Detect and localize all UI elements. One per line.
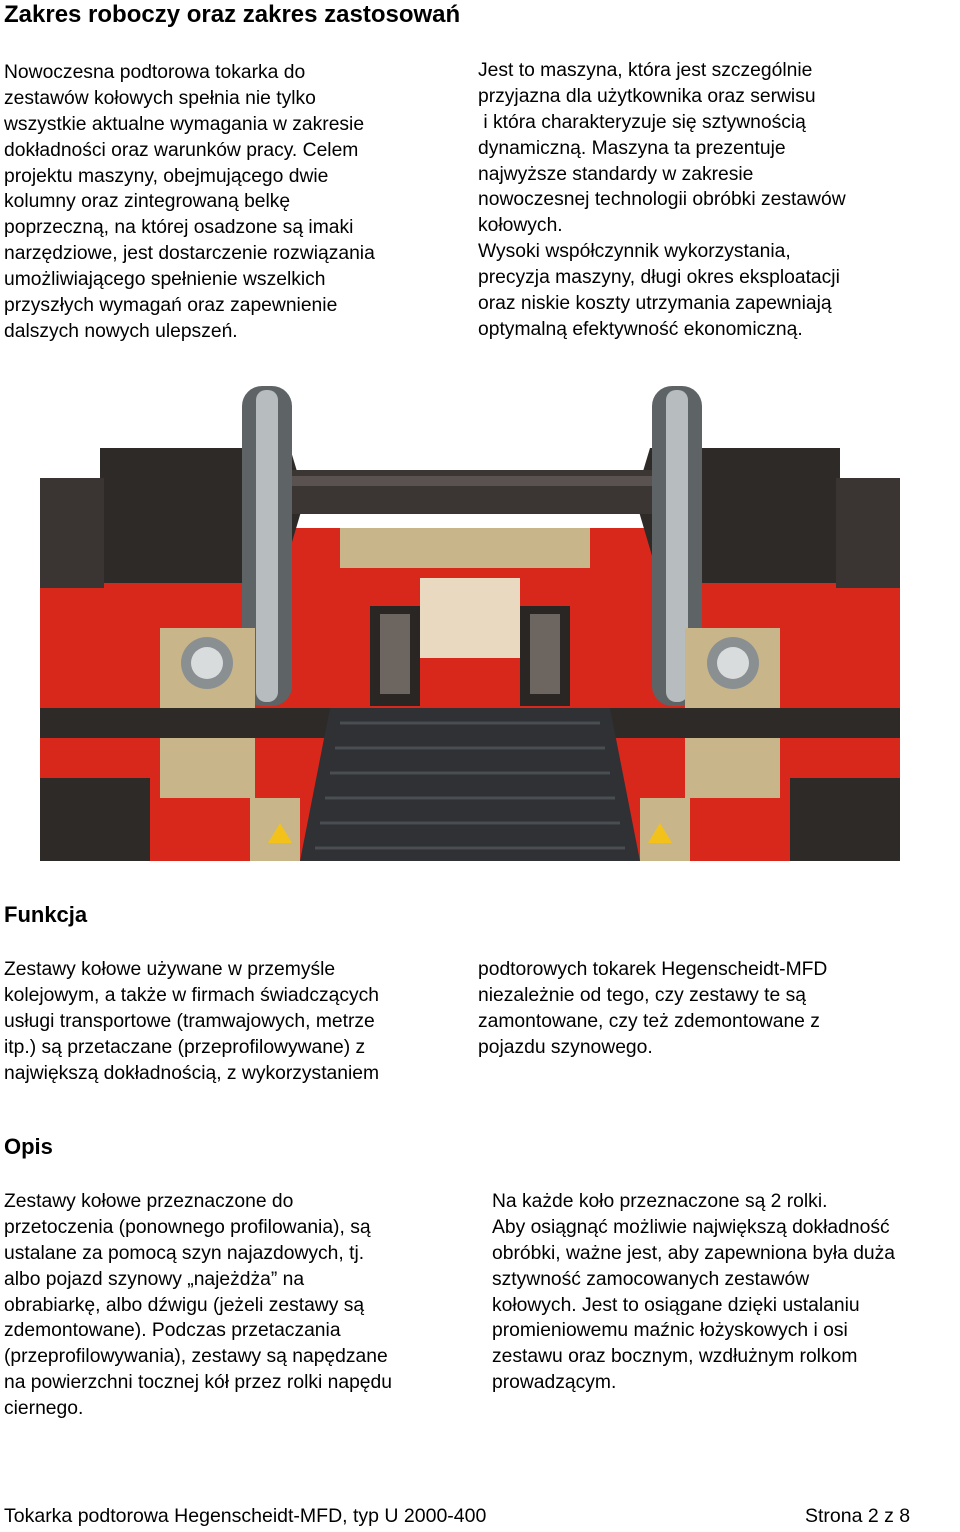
text-line: Nowoczesna podtorowa tokarka do bbox=[4, 62, 306, 83]
text-line: Zestawy kołowe przeznaczone do bbox=[4, 1191, 294, 1212]
text-line: poprzeczną, na której osadzone są imaki bbox=[4, 217, 354, 239]
text-line: Aby osiągnąć możliwie największą dokładność bbox=[492, 1216, 890, 1238]
text-line: przyszłych wymagań oraz zapewnienie bbox=[4, 295, 338, 317]
text-line: Jest to maszyna, która jest szczególnie bbox=[478, 60, 813, 81]
text-line: największą dokładnością, z wykorzystaniem bbox=[4, 1062, 380, 1084]
text-line: narzędziowe, jest dostarczenie rozwiązania bbox=[4, 243, 375, 265]
text-line: kołowych. Jest to osiągane dzięki ustalaniu bbox=[492, 1294, 860, 1316]
text-line: usługi transportowe (tramwajowych, metrze bbox=[4, 1010, 375, 1032]
text-line: nowoczesnej technologii obróbki zestawów bbox=[478, 189, 846, 211]
page-title: Zakres roboczy oraz zakres zastosowań bbox=[4, 1, 461, 28]
text-line: pojazdu szynowego. bbox=[478, 1036, 653, 1058]
intro-right-column bbox=[478, 58, 846, 343]
opis-right-column bbox=[492, 1189, 895, 1396]
text-line: prowadzącym. bbox=[492, 1372, 617, 1394]
text-line: Na każde koło przeznaczone są 2 rolki. bbox=[492, 1191, 828, 1212]
text-line: ciernego. bbox=[4, 1398, 84, 1420]
text-line: dynamiczną. Maszyna ta prezentuje bbox=[478, 137, 786, 159]
text-line: podtorowych tokarek Hegenscheidt-MFD bbox=[478, 959, 828, 980]
text-line: umożliwiającego spełnienie wszelkich bbox=[4, 269, 326, 291]
text-line: kolejowym, a także w firmach świadczących bbox=[4, 984, 380, 1006]
text-line: kolumny oraz zintegrowaną belkę bbox=[4, 191, 291, 213]
text-line: Wysoki współczynnik wykorzystania, bbox=[478, 241, 791, 263]
opis-left-column bbox=[4, 1189, 392, 1422]
footer-title: Tokarka podtorowa Hegenscheidt-MFD, typ U 2000-400 bbox=[4, 1505, 487, 1527]
machine-photo bbox=[40, 378, 900, 861]
text-line: najwyższe standardy w zakresie bbox=[478, 163, 754, 185]
text-line: ustalane za pomocą szyn najazdowych, tj. bbox=[4, 1242, 365, 1264]
text-line: niezależnie od tego, czy zestawy te są bbox=[478, 984, 806, 1006]
text-line: zamontowane, czy też zdemontowane z bbox=[478, 1010, 820, 1032]
text-line: itp.) są przetaczane (przeprofilowywane) z bbox=[4, 1036, 366, 1058]
text-line: albo pojazd szynowy „najeżdża” na bbox=[4, 1268, 305, 1290]
section-heading-funkcja: Funkcja bbox=[4, 902, 88, 927]
intro-left-column bbox=[4, 60, 375, 345]
text-line: zestawów kołowych spełnia nie tylko bbox=[4, 87, 316, 109]
text-line: sztywność zamocowanych zestawów bbox=[492, 1268, 810, 1290]
text-line: dalszych nowych ulepszeń. bbox=[4, 320, 238, 342]
wheelset-lathe-illustration bbox=[40, 378, 900, 861]
text-line: projektu maszyny, obejmującego dwie bbox=[4, 165, 329, 187]
text-line: zdemontowane). Podczas przetaczania bbox=[4, 1320, 341, 1342]
text-line: na powierzchni tocznej kół przez rolki napędu bbox=[4, 1372, 392, 1394]
text-line: i która charakteryzuje się sztywnością bbox=[478, 111, 806, 133]
text-line: zestawu oraz bocznym, wzdłużnym rolkom bbox=[492, 1346, 858, 1368]
text-line: przyjazna dla użytkownika oraz serwisu bbox=[478, 85, 816, 107]
footer-page-number: Strona 2 z 8 bbox=[805, 1505, 911, 1527]
text-line: promieniowemu maźnic łożyskowych i osi bbox=[492, 1320, 848, 1342]
text-line: obróbki, ważne jest, aby zapewniona była duża bbox=[492, 1242, 896, 1264]
text-line: przetoczenia (ponownego profilowania), są bbox=[4, 1216, 371, 1238]
section-heading-opis: Opis bbox=[4, 1134, 53, 1159]
text-line: precyzja maszyny, długi okres eksploatacji bbox=[478, 267, 840, 289]
text-line: (przeprofilowywania), zestawy są napędzane bbox=[4, 1346, 388, 1368]
text-line: dokładności oraz warunków pracy. Celem bbox=[4, 139, 359, 161]
funkcja-left-column bbox=[4, 957, 379, 1086]
text-line: optymalną efektywność ekonomiczną. bbox=[478, 318, 803, 340]
text-line: Zestawy kołowe używane w przemyśle bbox=[4, 959, 336, 980]
funkcja-right-column bbox=[478, 957, 827, 1061]
text-line: obrabiarkę, albo dźwigu (jeżeli zestawy są bbox=[4, 1294, 365, 1316]
text-line: kołowych. bbox=[478, 215, 563, 237]
text-line: wszystkie aktualne wymagania w zakresie bbox=[4, 113, 365, 135]
text-line: oraz niskie koszty utrzymania zapewniają bbox=[478, 293, 832, 315]
